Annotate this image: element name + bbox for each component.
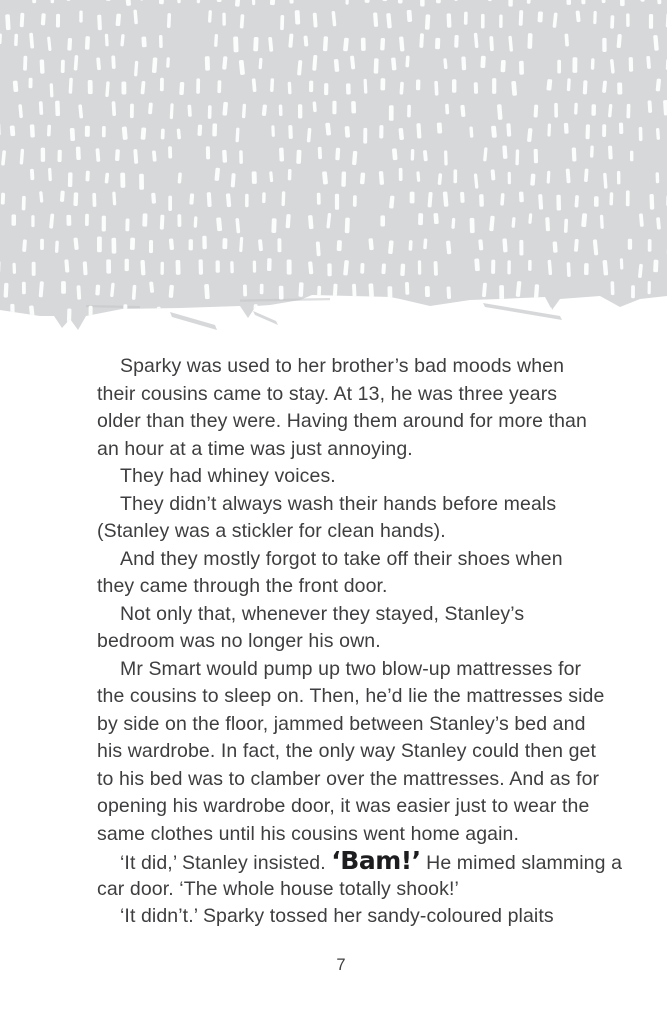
story-text-segment: ‘It did,’ Stanley insisted.: [120, 852, 332, 874]
story-text-segment: bedroom was no longer his own.: [97, 630, 381, 652]
story-text-segment: by side on the floor, jammed between Stanley’s bed and: [97, 712, 586, 735]
story-line: [97, 353, 607, 381]
story-text-segment: Not only that, whenever they stayed, Stanley’s: [120, 602, 525, 625]
story-text-segment: his wardrobe. In fact, the only way Stanley could then get: [97, 740, 597, 762]
story-text-segment: They had whiney voices.: [120, 465, 336, 487]
story-line: [97, 573, 607, 601]
story-line: [97, 436, 607, 464]
story-text-segment: (Stanley was a stickler for clean hands).: [97, 520, 446, 542]
story-text-segment: car door. ‘The whole house totally shook!’: [97, 877, 459, 900]
story-line: [97, 518, 607, 546]
story-text-segment: And they mostly forgot to take off their shoes when: [120, 547, 563, 570]
story-line: [97, 821, 607, 849]
story-line: [97, 766, 607, 794]
story-text-segment: Mr Smart would pump up two blow-up mattresses for: [120, 657, 582, 680]
story-line: [97, 491, 607, 519]
story-text-segment: same clothes until his cousins went home again.: [97, 822, 520, 845]
story-line: [97, 846, 623, 876]
rain-pattern-banner: [0, 0, 667, 336]
story-text-segment: they came through the front door.: [97, 575, 388, 597]
story-text: [97, 353, 623, 931]
story-line: [97, 601, 607, 629]
sound-effect-bam: ‘Bam!’: [331, 846, 421, 875]
story-line: [97, 656, 607, 684]
story-line: [97, 408, 607, 436]
story-line: [97, 793, 607, 821]
story-text-segment: an hour at a time was just annoying.: [97, 437, 413, 460]
story-line: [97, 546, 607, 574]
story-text-segment: They didn’t always wash their hands before meals: [120, 492, 557, 515]
story-text-segment: their cousins came to stay. At 13, he was three years: [97, 382, 558, 405]
story-text-segment: ‘It didn’t.’ Sparky tossed her sandy-coloured plaits: [120, 905, 554, 927]
story-text-segment: older than they were. Having them around for more than: [97, 410, 587, 432]
story-line: [97, 381, 607, 409]
story-text-segment: the cousins to sleep on. Then, he’d lie the mattresses side: [97, 685, 605, 707]
story-line: [97, 463, 607, 491]
story-text-segment: He mimed slamming a: [420, 852, 623, 874]
story-line: [97, 711, 607, 739]
story-line: [97, 628, 607, 656]
story-line: [97, 683, 607, 711]
story-line: [97, 876, 607, 904]
story-line: [97, 903, 607, 931]
page-number: 7: [336, 956, 346, 974]
story-text-segment: to his bed was to clamber over the mattresses. And as for: [97, 767, 600, 790]
story-line: [97, 738, 607, 766]
story-text-segment: Sparky was used to her brother’s bad moods when: [120, 355, 565, 377]
story-text-segment: opening his wardrobe door, it was easier just to wear the: [97, 795, 590, 817]
